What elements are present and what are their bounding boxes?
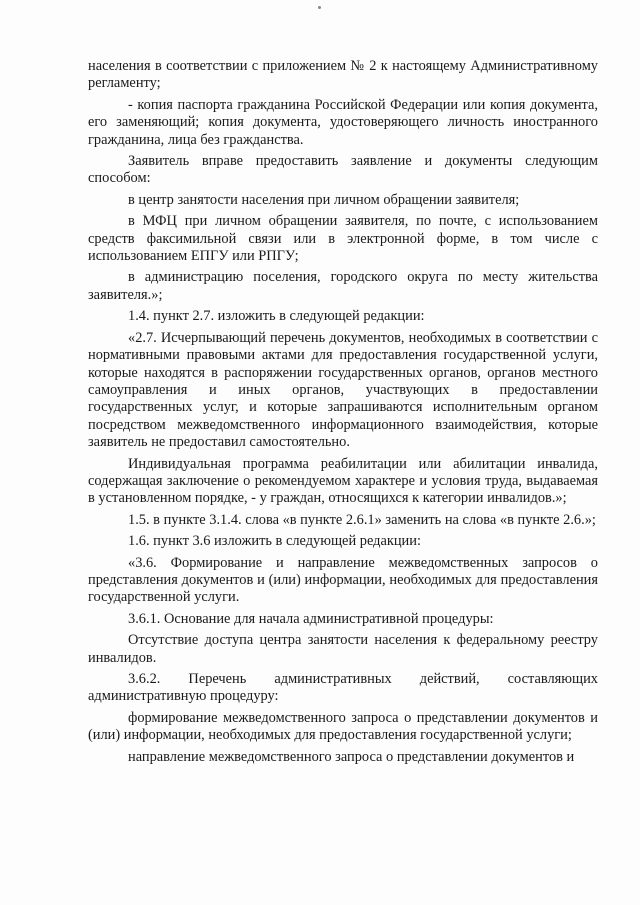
paragraph: направление межведомственного запроса о представлении документов и (128, 748, 575, 765)
paragraph: «3.6. Формирование и направление межведомственных запросов о представления документов и (или) информации, необходимых для предоставления государственной услуги. (88, 554, 598, 606)
paragraph: формирование межведомственного запроса о представлении документов и (или) информации, необходимых для предоставления государственной услуги; (88, 709, 598, 744)
paragraph: - копия паспорта гражданина Российской Федерации или копия документа, его заменяющий; копия документа, удостоверяющего личность иностранного гражданина, лица без гражданства. (88, 96, 598, 148)
scan-artifact (318, 6, 321, 9)
paragraph: населения в соответствии с приложением № 2 к настоящему Административному регламенту; (88, 58, 598, 92)
paragraph: Заявитель вправе предоставить заявление и документы следующим способом: (88, 153, 598, 187)
paragraph: в администрацию поселения, городского округа по месту жительства заявителя.»; (88, 269, 598, 303)
paragraph: 1.5. в пункте 3.1.4. слова «в пункте 2.6.1» заменить на слова «в пункте 2.6.»; (128, 511, 596, 528)
paragraph: Индивидуальная программа реабилитации или абилитации инвалида, содержащая заключение о рекомендуемом характере и условия труда, выдаваемая в установленном порядке, - у граждан, относящихся к категории инвалидов.»; (88, 455, 598, 507)
document-body (88, 58, 598, 770)
paragraph: 3.6.1. Основание для начала административной процедуры: (128, 610, 494, 627)
paragraph: в МФЦ при личном обращении заявителя, по почте, с использованием средств факсимильной связи или в электронной форме, в том числе с использованием ЕПГУ или РПГУ; (88, 213, 598, 265)
paragraph: «2.7. Исчерпывающий перечень документов, необходимых в соответствии с нормативными правовыми актами для предоставления государственной услуги, которые находятся в распоряжении государственных органов, органов местного самоуправления и иных органов, участвующих в предоставлении государственных услуг, и которые запрашиваются исполнительным органом посредством межведомственного информационного взаимодействия, которые заявитель не предоставил самостоятельно. (88, 329, 598, 451)
paragraph: Отсутствие доступа центра занятости населения к федеральному реестру инвалидов. (88, 632, 598, 666)
paragraph: 1.6. пункт 3.6 изложить в следующей редакции: (128, 533, 421, 550)
paragraph: 1.4. пункт 2.7. изложить в следующей редакции: (128, 308, 425, 325)
paragraph: в центр занятости населения при личном обращении заявителя; (128, 191, 520, 208)
paragraph: 3.6.2. Перечень административных действий, составляющих административную процедуру: (88, 671, 598, 705)
